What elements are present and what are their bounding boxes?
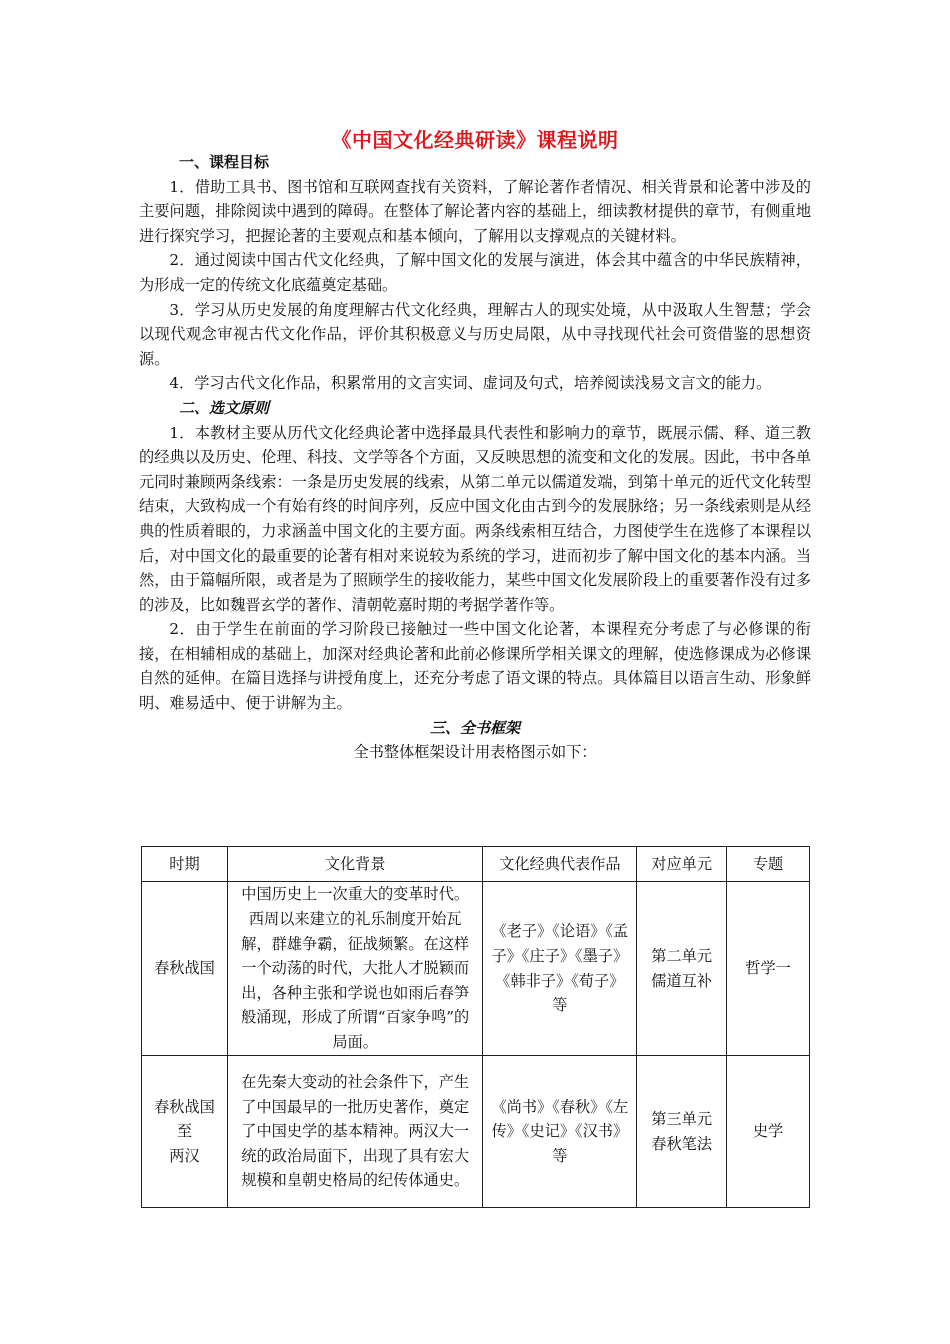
principles-paragraph-1: 1．本教材主要从历代文化经典论著中选择最具代表性和影响力的章节，既展示儒、释、道三教的经典以及历史、伦理、科技、文学等各个方面，又反映思想的流变和文化的发展。因此，书中各单元同时兼顾两条线索：一条是历史发展的线索，从第二单元以儒道发端，到第十单元的近代文化转型结束，大致构成一个有始有终的时间序列，反应中国文化由古到今的发展脉络；另一条线索则是从经典的性质着眼的，力求涵盖中国文化的主要方面。两条线索相互结合，力图使学生在选修了本课程以后，对中国文化的最重要的论著有相对来说较为系统的学习，进而初步了解中国文化的基本内涵。当然，由于篇幅所限，或者是为了照顾学生的接收能力，某些中国文化发展阶段上的重要著作没有过多的涉及，比如魏晋玄学的著作、清朝乾嘉时期的考据学著作等。 xyxy=(139,423,811,614)
header-period: 时期 xyxy=(142,847,228,882)
body-text xyxy=(139,150,811,765)
header-topic: 专题 xyxy=(727,847,810,882)
goals-paragraph-3: 3．学习从历史发展的角度理解古代文化经典，理解古人的现实处境，从中汲取人生智慧；学会以现代观念审视古代文化作品，评价其积极意义与历史局限，从中寻找现代社会可资借鉴的思想资源。 xyxy=(139,300,811,368)
unit-number: 第三单元 xyxy=(651,1109,713,1128)
goals-paragraph-2: 2．通过阅读中国古代文化经典，了解中国文化的发展与演进，体会其中蕴含的中华民族精神，为形成一定的传统文化底蕴奠定基础。 xyxy=(139,251,811,294)
period-line: 两汉 xyxy=(169,1146,200,1165)
cell-period xyxy=(142,882,228,1056)
cell-works: 《老子》《论语》《孟子》《庄子》《墨子》《韩非子》《荀子》等 xyxy=(483,882,637,1056)
cell-topic: 史学 xyxy=(727,1056,810,1208)
section-heading-goals: 一、课程目标 xyxy=(179,153,270,171)
section-heading-framework: 三、全书框架 xyxy=(429,718,520,737)
principles-paragraph-2: 2．由于学生在前面的学习阶段已接触过一些中国文化论著，本课程充分考虑了与必修课的衔接，在相辅相成的基础上，加深对经典论著和此前必修课所学相关课文的理解，使选修课成为必修课自然的延伸。在篇目选择与讲授角度上，还充分考虑了语文课的特点。具体篇目以语言生动、形象鲜明、难易适中、便于讲解为主。 xyxy=(139,620,811,713)
period-line: 至 xyxy=(176,1122,193,1141)
section-heading-principles: 二、选文原则 xyxy=(179,398,270,417)
period-line: 春秋战国 xyxy=(154,959,215,978)
document-title: 《中国文化经典研读》课程说明 xyxy=(331,128,619,152)
framework-table xyxy=(141,846,810,1208)
unit-name: 儒道互补 xyxy=(651,971,713,990)
cell-topic: 哲学一 xyxy=(727,882,810,1056)
goals-paragraph-4: 4．学习古代文化作品，积累常用的文言实词、虚词及句式，培养阅读浅易文言文的能力。 xyxy=(169,374,772,393)
header-unit: 对应单元 xyxy=(637,847,727,882)
header-background: 文化背景 xyxy=(227,847,483,882)
cell-unit xyxy=(637,882,727,1056)
cell-unit xyxy=(637,1056,727,1208)
cell-background: 在先秦大变动的社会条件下，产生了中国最早的一批历史著作，奠定了中国史学的基本精神。两汉大一统的政治局面下，出现了具有宏大规模和皇朝史格局的纪传体通史。 xyxy=(227,1056,483,1208)
unit-name: 春秋笔法 xyxy=(651,1134,713,1153)
table-header-row xyxy=(142,847,810,882)
table-row xyxy=(142,1056,810,1208)
cell-period xyxy=(142,1056,228,1208)
cell-works: 《尚书》《春秋》《左传》《史记》《汉书》等 xyxy=(483,1056,637,1208)
period-line: 春秋战国 xyxy=(154,1097,215,1116)
table-caption: 全书整体框架设计用表格图示如下： xyxy=(353,743,597,762)
header-works: 文化经典代表作品 xyxy=(483,847,637,882)
unit-number: 第二单元 xyxy=(651,946,713,965)
goals-paragraph-1: 1．借助工具书、图书馆和互联网查找有关资料，了解论著作者情况、相关背景和论著中涉及的主要问题，排除阅读中遇到的障碍。在整体了解论著内容的基础上，细读教材提供的章节，有侧重地进行探究学习，把握论著的主要观点和基本倾向，了解用以支撑观点的关键材料。 xyxy=(139,177,811,245)
table-row xyxy=(142,882,810,1056)
cell-background: 中国历史上一次重大的变革时代。西周以来建立的礼乐制度开始瓦解，群雄争霸，征战频繁。在这样一个动荡的时代，大批人才脱颖而出，各种主张和学说也如雨后春笋般涌现，形成了所谓“百家争鸣”的局面。 xyxy=(227,882,483,1056)
